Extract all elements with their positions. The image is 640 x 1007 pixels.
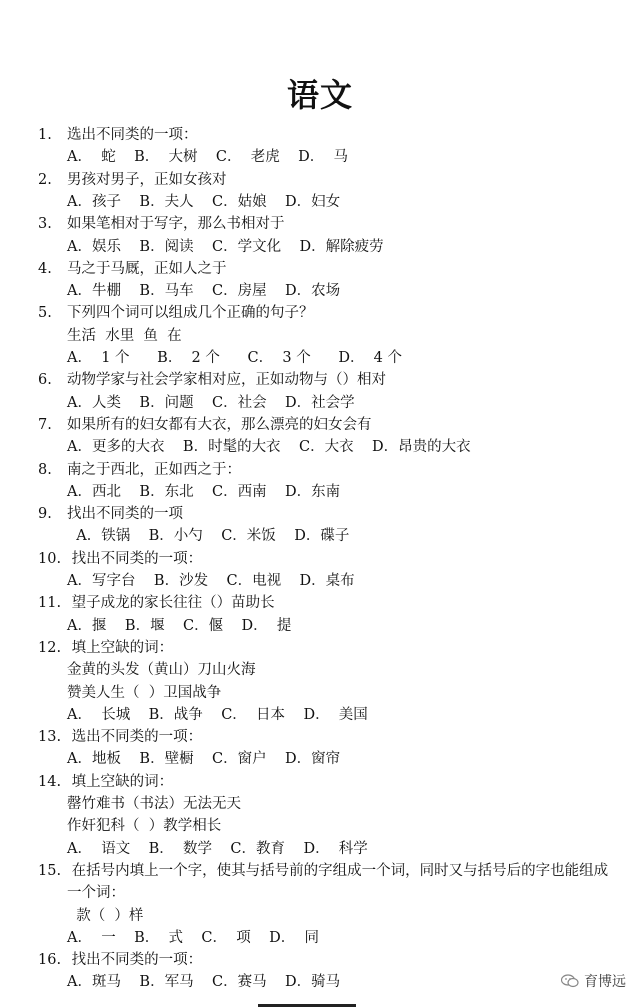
question-number: 15.: [38, 862, 62, 879]
question-line: A．揠 B．堰 C．偃 D． 提: [67, 617, 292, 634]
question-line: A． 一 B． 式 C． 项 D． 同: [67, 929, 320, 946]
question-text: 如果笔相对于写字，那么书相对于: [67, 216, 285, 233]
question-line: A．娱乐 B．阅读 C．学文化 D．解除疲劳: [67, 238, 384, 255]
question-text: 如果所有的妇女都有大衣，那么漂亮的妇女会有: [67, 416, 372, 433]
question-line: A．孩子 B．夫人 C．姑娘 D．妇女: [67, 193, 341, 210]
question-text: 望子成龙的家长往往（）苗助长: [67, 595, 275, 612]
question-line: 作奸犯科（ ）教学相长: [67, 818, 222, 835]
question-line: A．牛棚 B．马车 C．房屋 D．农场: [67, 283, 341, 300]
question-text: 选出不同类的一项：: [67, 127, 198, 143]
question-number: 2.: [38, 171, 52, 188]
question-prompt: [38, 861, 608, 881]
question-line: 生活 水里 鱼 在: [67, 327, 182, 344]
question-line: A．写字台 B．沙发 C．电视 D．桌布: [67, 573, 355, 589]
question-number: 1.: [38, 127, 52, 143]
question-text: 找出不同类的一项: [67, 506, 183, 523]
question-text: 下列四个词可以组成几个正确的句子？: [67, 305, 314, 322]
question-prompt: [38, 727, 202, 747]
question-prompt: [38, 125, 198, 145]
question-prompt: [38, 593, 275, 613]
question-number: 16.: [38, 952, 62, 969]
question-prompt: [38, 549, 202, 569]
question-line: A．地板 B．壁橱 C．窗户 D．窗帘: [67, 751, 341, 768]
question-number: 14.: [38, 773, 62, 790]
question-number: 7.: [38, 416, 52, 433]
question-number: 10.: [38, 550, 62, 567]
question-number: 13.: [38, 729, 62, 746]
question-text: 选出不同类的一项：: [67, 729, 203, 746]
question-prompt: [38, 170, 227, 190]
question-text: 填上空缺的词：: [67, 773, 174, 790]
question-prompt: [38, 214, 285, 234]
question-line: 款（ ）样: [67, 907, 144, 924]
question-prompt: [38, 950, 202, 970]
question-number: 6.: [38, 372, 52, 389]
question-line: A．西北 B．东北 C．西南 D．东南: [67, 483, 341, 500]
question-line: A．更多的大衣 B．时髦的大衣 C．大衣 D．昂贵的大衣: [67, 439, 471, 456]
watermark: [561, 971, 626, 991]
question-text: 在括号内填上一个字，使其与括号前的字组成一个词，同时又与括号后的字也能组成: [67, 862, 609, 879]
question-prompt: [38, 638, 173, 658]
question-text: 找出不同类的一项：: [67, 550, 203, 567]
question-line: 赞美人生（ ）卫国战争: [67, 684, 222, 701]
question-prompt: [38, 504, 183, 524]
question-line: A．斑马 B．军马 C．赛马 D．骑马: [67, 974, 341, 991]
question-text: 填上空缺的词：: [67, 639, 174, 656]
question-prompt: [38, 259, 227, 279]
question-line: 罄竹难书（书法）无法无天: [67, 796, 241, 812]
question-number: 5.: [38, 305, 52, 322]
question-prompt: [38, 460, 241, 480]
watermark-text: 育博远: [584, 974, 626, 990]
question-line: 金黄的头发（黄山）刀山火海: [67, 662, 256, 679]
question-number: 9.: [38, 506, 52, 523]
question-line: A． 蛇 B． 大树 C． 老虎 D． 马: [67, 149, 349, 166]
question-number: 4.: [38, 260, 52, 277]
page-title: 语文: [286, 76, 353, 114]
question-text: 动物学家与社会学家相对应，正如动物与（）相对: [67, 372, 386, 389]
question-line: A． 1 个 B． 2 个 C． 3 个 D． 4 个: [67, 350, 403, 366]
question-prompt: [38, 303, 314, 323]
question-number: 8.: [38, 461, 52, 478]
question-number: 12.: [38, 639, 62, 656]
question-number: 3.: [38, 216, 52, 233]
question-prompt: [38, 415, 372, 435]
question-text: 南之于西北，正如西之于：: [67, 461, 241, 478]
wechat-icon: [561, 974, 579, 988]
question-line: 一个词：: [67, 885, 125, 902]
question-prompt: [38, 370, 386, 390]
question-number: 11.: [38, 595, 62, 612]
question-line: A． 语文 B． 数学 C．教育 D． 科学: [67, 840, 368, 857]
question-prompt: [38, 772, 173, 792]
question-line: A． 长城 B．战争 C． 日本 D． 美国: [67, 706, 368, 723]
question-text: 找出不同类的一项：: [67, 952, 203, 969]
question-text: 男孩对男子，正如女孩对: [67, 171, 227, 188]
question-line: A．铁锅 B．小勺 C．米饭 D．碟子: [67, 528, 350, 545]
question-text: 马之于马厩，正如人之于: [67, 260, 227, 277]
question-line: A．人类 B．问题 C．社会 D．社会学: [67, 394, 355, 411]
